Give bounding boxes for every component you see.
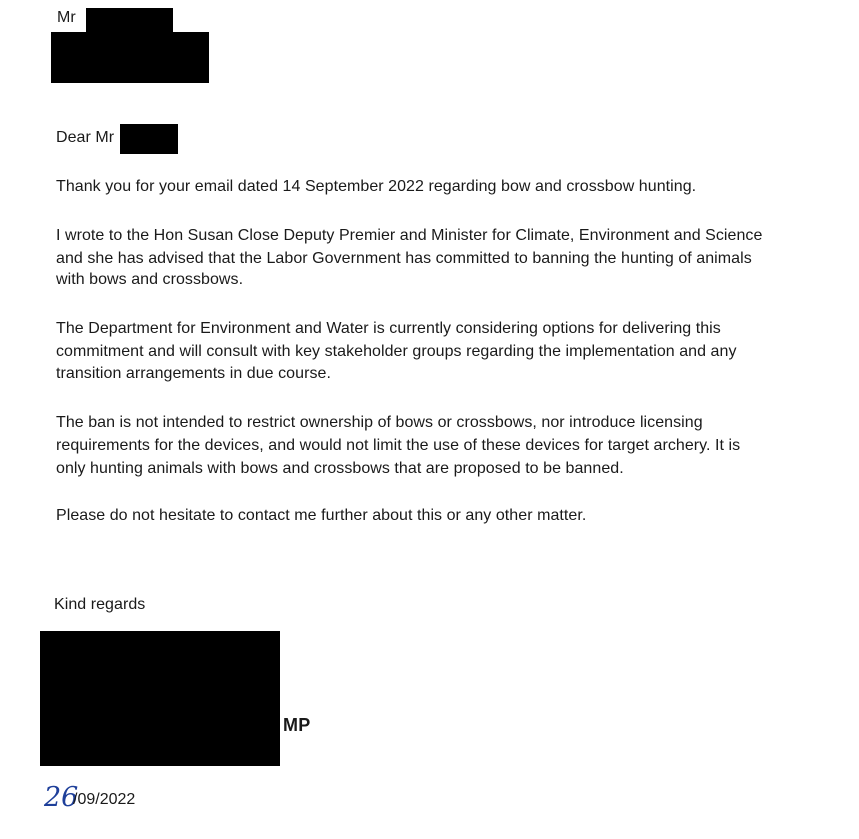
redacted-recipient-name (86, 8, 173, 32)
redacted-signature-block (40, 631, 280, 766)
paragraph-3-line-2: commitment and will consult with key stakeholder groups regarding the implementation and any (56, 343, 737, 360)
paragraph-2-line-3: with bows and crossbows. (56, 271, 244, 288)
greeting: Dear Mr (56, 129, 115, 146)
paragraph-3-line-3: transition arrangements in due course. (56, 365, 331, 382)
signatory-title: MP (283, 715, 311, 735)
redacted-recipient-address (51, 32, 209, 83)
handwritten-day: 26 (44, 782, 79, 813)
paragraph-1: Thank you for your email dated 14 September 2022 regarding bow and crossbow hunting. (56, 178, 697, 195)
paragraph-2-line-1: I wrote to the Hon Susan Close Deputy Premier and Minister for Climate, Environment and Science (56, 227, 763, 244)
recipient-salutation: Mr (57, 9, 76, 26)
sign-off: Kind regards (54, 596, 146, 613)
paragraph-3-line-1: The Department for Environment and Water is currently considering options for delivering this (56, 320, 721, 337)
paragraph-4-line-1: The ban is not intended to restrict ownership of bows or crossbows, nor introduce licensing (56, 414, 703, 431)
paragraph-4-line-3: only hunting animals with bows and crossbows that are proposed to be banned. (56, 460, 624, 477)
date-month-year: /09/2022 (73, 791, 136, 808)
redacted-greeting-name (120, 124, 178, 154)
paragraph-2-line-2: and she has advised that the Labor Government has committed to banning the hunting of animals (56, 250, 752, 267)
paragraph-4-line-2: requirements for the devices, and would not limit the use of these devices for target archery. It is (56, 437, 741, 454)
paragraph-5: Please do not hesitate to contact me further about this or any other matter. (56, 507, 587, 524)
